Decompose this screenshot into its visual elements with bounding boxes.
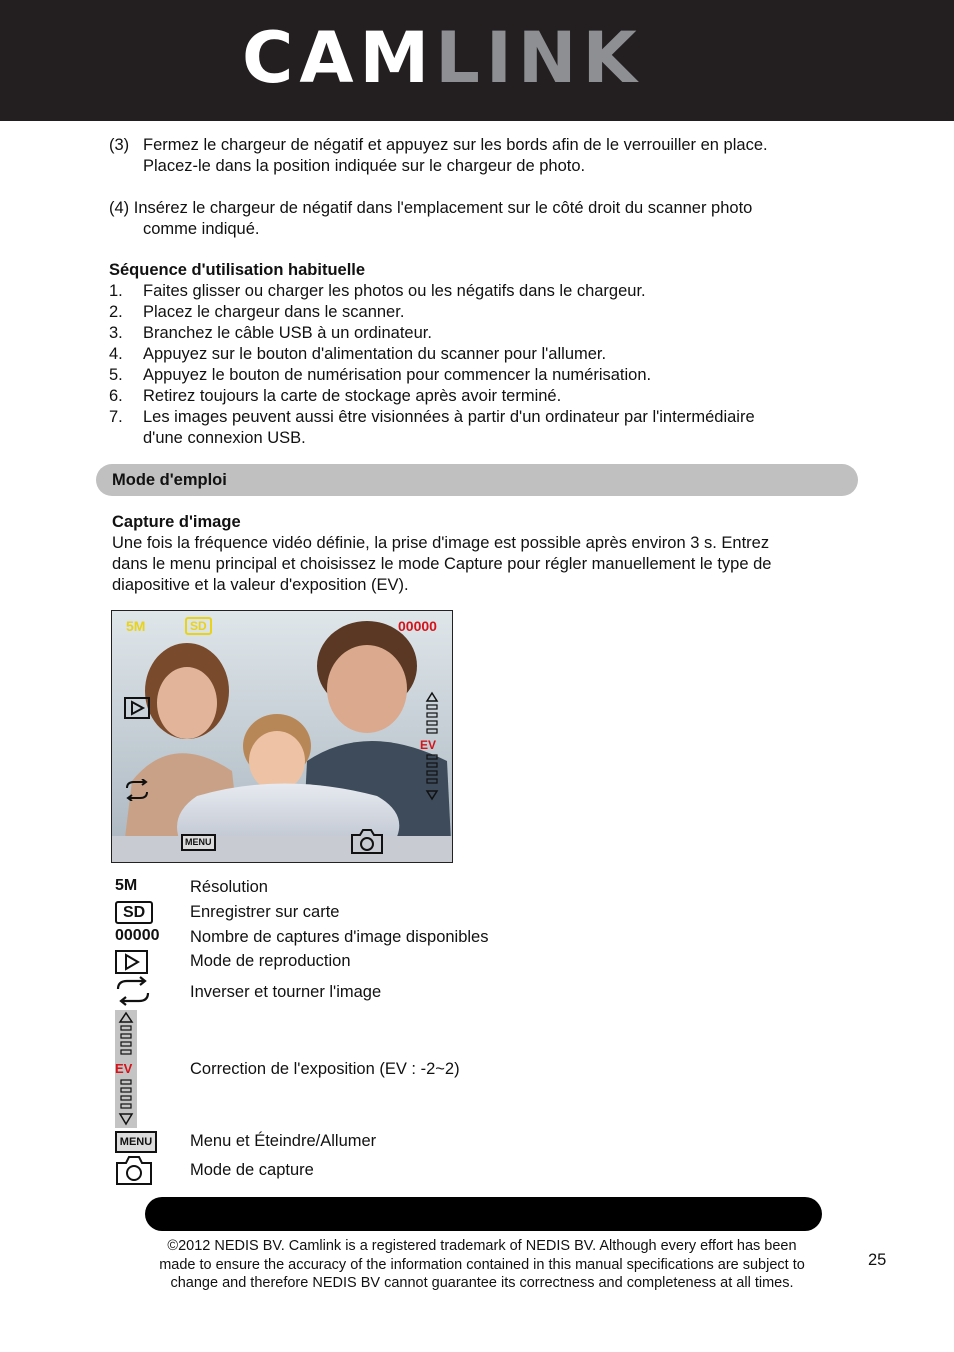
legend-sd-symbol: SD bbox=[115, 901, 153, 924]
seq-text-7: Les images peuvent aussi être visionnées à partir d'un ordinateur par l'intermédiaire bbox=[143, 408, 755, 426]
seq-text-2: Placez le chargeur dans le scanner. bbox=[143, 303, 405, 321]
legend-count-text: Nombre de captures d'image disponibles bbox=[190, 928, 489, 946]
step-3-line1: Fermez le chargeur de négatif et appuyez sur les bords afin de le verrouiller en place. bbox=[143, 136, 768, 154]
section-bar bbox=[96, 464, 858, 496]
seq-text-6: Retirez toujours la carte de stockage après avoir terminé. bbox=[143, 387, 562, 405]
osd-play-icon bbox=[124, 697, 150, 719]
seq-num-6: 6. bbox=[109, 387, 123, 405]
legend-rotate-icon bbox=[115, 976, 151, 1006]
legend-ev-label: EV bbox=[115, 1061, 133, 1076]
header-banner bbox=[0, 0, 954, 121]
legend-ev-text: Correction de l'exposition (EV : -2~2) bbox=[190, 1060, 460, 1078]
legend-play-icon bbox=[115, 950, 149, 975]
legend-camera-icon bbox=[115, 1154, 153, 1186]
seq-text-1: Faites glisser ou charger les photos ou les négatifs dans le chargeur. bbox=[143, 282, 646, 300]
seq-num-5: 5. bbox=[109, 366, 123, 384]
osd-count: 00000 bbox=[398, 618, 437, 634]
footer-line-3: change and therefore NEDIS BV cannot guarantee its correctness and completeness at all times. bbox=[170, 1275, 794, 1291]
legend-sd-text: Enregistrer sur carte bbox=[190, 903, 340, 921]
step-4-line1: (4) Insérez le chargeur de négatif dans l'emplacement sur le côté droit du scanner photo bbox=[109, 199, 753, 217]
screen-preview-photo bbox=[111, 610, 453, 863]
legend-play-text: Mode de reproduction bbox=[190, 952, 351, 970]
legend-camera-text: Mode de capture bbox=[190, 1161, 314, 1179]
footer-notice bbox=[118, 1237, 846, 1293]
seq-num-1: 1. bbox=[109, 282, 123, 300]
legend-ev-scale bbox=[115, 1010, 137, 1128]
legend-count-symbol: 00000 bbox=[115, 927, 160, 944]
osd-ev-label: EV bbox=[420, 738, 437, 752]
seq-text-7b: d'une connexion USB. bbox=[143, 429, 306, 447]
camlink-logo bbox=[242, 17, 643, 99]
legend-menu-text: Menu et Éteindre/Allumer bbox=[190, 1132, 377, 1150]
osd-resolution: 5M bbox=[126, 618, 146, 634]
seq-text-3: Branchez le câble USB à un ordinateur. bbox=[143, 324, 432, 342]
legend-menu-symbol: MENU bbox=[115, 1131, 157, 1153]
osd-rotate-icon bbox=[124, 779, 150, 801]
footer-line-1: ©2012 NEDIS BV. Camlink is a registered trademark of NEDIS BV. Although every effort has been bbox=[167, 1238, 797, 1254]
seq-num-2: 2. bbox=[109, 303, 123, 321]
logo-link: LINK bbox=[435, 17, 643, 99]
legend-resolution-text: Résolution bbox=[190, 878, 268, 896]
osd-menu-button: MENU bbox=[181, 834, 216, 851]
seq-num-3: 3. bbox=[109, 324, 123, 342]
page-number: 25 bbox=[868, 1251, 887, 1269]
capture-line-2: dans le menu principal et choisissez le mode Capture pour régler manuellement le type de bbox=[112, 555, 772, 573]
osd-camera-icon bbox=[350, 827, 384, 855]
sequence-title: Séquence d'utilisation habituelle bbox=[109, 261, 366, 279]
step-4-line2: comme indiqué. bbox=[143, 220, 260, 238]
seq-text-5: Appuyez le bouton de numérisation pour commencer la numérisation. bbox=[143, 366, 652, 384]
step-3-number: (3) bbox=[109, 136, 130, 154]
seq-num-7: 7. bbox=[109, 408, 123, 426]
footer-line-2: made to ensure the accuracy of the information contained in this manual specifications are subject to bbox=[159, 1256, 805, 1273]
seq-text-4: Appuyez sur le bouton d'alimentation du scanner pour l'allumer. bbox=[143, 345, 607, 363]
seq-num-4: 4. bbox=[109, 345, 123, 363]
logo-cam: CAM bbox=[242, 17, 436, 99]
capture-title: Capture d'image bbox=[112, 513, 241, 531]
osd-ev-scale bbox=[420, 691, 440, 803]
legend-rotate-text: Inverser et tourner l'image bbox=[190, 983, 382, 1001]
capture-line-3: diapositive et la valeur d'exposition (EV). bbox=[112, 576, 409, 594]
capture-line-1: Une fois la fréquence vidéo définie, la prise d'image est possible après environ 3 s. Entrez bbox=[112, 534, 770, 552]
step-3-line2: Placez-le dans la position indiquée sur le chargeur de photo. bbox=[143, 157, 586, 175]
family-photo bbox=[112, 611, 452, 862]
footer-bar bbox=[145, 1197, 822, 1231]
legend-resolution-symbol: 5M bbox=[115, 877, 138, 894]
section-bar-title: Mode d'emploi bbox=[112, 471, 227, 489]
osd-sd-badge: SD bbox=[185, 617, 212, 635]
